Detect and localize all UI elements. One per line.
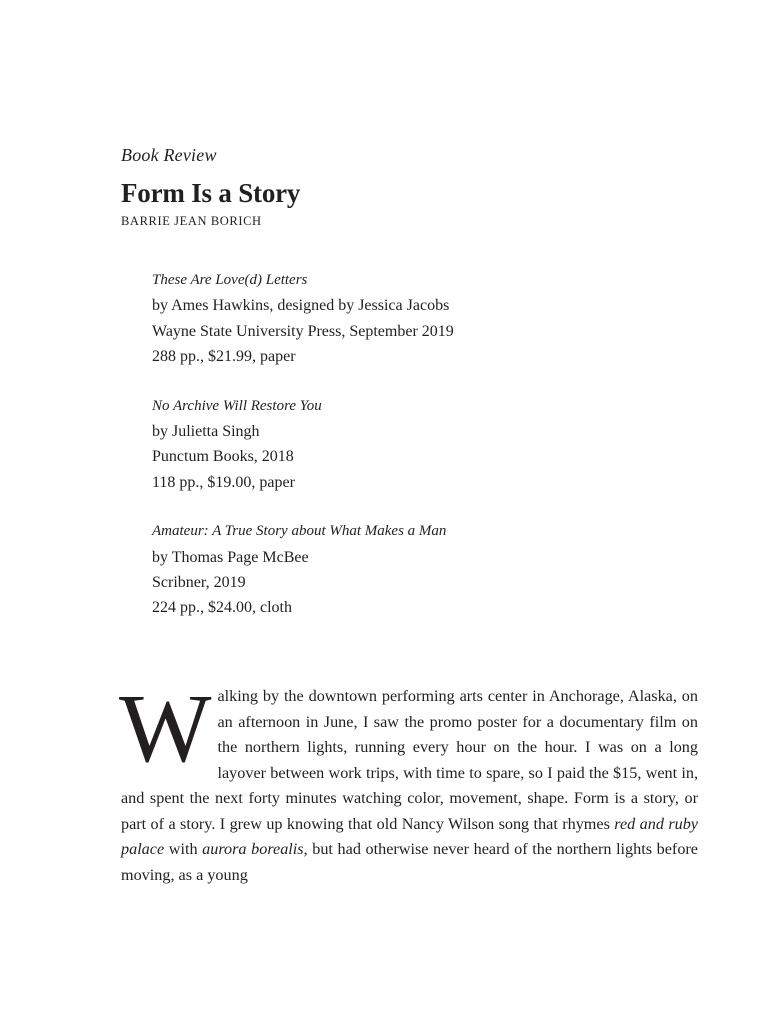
- book-publisher: Scribner, 2019: [152, 573, 246, 591]
- drop-cap: W: [119, 675, 212, 783]
- book-title: No Archive Will Restore You: [152, 397, 322, 414]
- book-details: 288 pp., $21.99, paper: [152, 348, 296, 366]
- reviewed-books-list: [152, 268, 712, 645]
- book-byline: by Julietta Singh: [152, 422, 260, 440]
- book-publisher: Wayne State University Press, September 2019: [152, 322, 454, 340]
- book-entry: [152, 268, 712, 370]
- body-paragraph: [119, 675, 698, 888]
- song-lyric-emphasis: red and ruby palace: [121, 814, 698, 858]
- body-text-segment: with: [164, 840, 203, 858]
- article-title: Form Is a Story: [121, 178, 301, 208]
- book-title: These Are Love(d) Letters: [152, 272, 308, 288]
- book-byline: by Thomas Page McBee: [152, 548, 309, 566]
- body-text-segment: , but had otherwise never heard of the northern lights before moving, as a young: [121, 840, 698, 884]
- term-emphasis: aurora borealis: [202, 840, 304, 858]
- book-byline: by Ames Hawkins, designed by Jessica Jacobs: [152, 297, 450, 315]
- book-details: 224 pp., $24.00, cloth: [152, 599, 292, 617]
- section-label: Book Review: [121, 145, 217, 165]
- body-text-segment: alking by the downtown performing arts center in Anchorage, Alaska, on an afternoon in June, I saw the promo poster for a documentary film on the northern lights, running every hour on the hour. I was on a long layover between work trips, with time to spare, so I paid the $15, went in, and spent the next forty minutes watching color, movement, shape. Form is a story, or part of a story. I grew up knowing that old Nancy Wilson song that rhymes: [121, 687, 698, 833]
- author-name: BARRIE JEAN BORICH: [121, 214, 262, 228]
- book-publisher: Punctum Books, 2018: [152, 448, 294, 466]
- book-details: 118 pp., $19.00, paper: [152, 473, 295, 491]
- article-body: [119, 675, 698, 888]
- book-entry: [152, 394, 712, 496]
- book-entry: [152, 519, 712, 621]
- book-title: Amateur: A True Story about What Makes a Man: [152, 523, 447, 540]
